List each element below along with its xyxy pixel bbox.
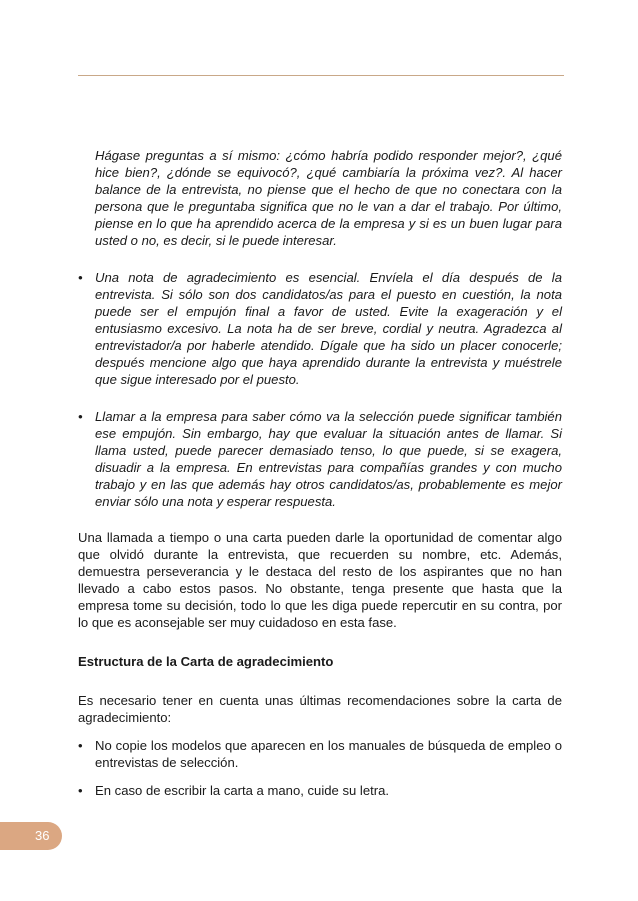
section-intro: Es necesario tener en cuenta unas últimas recomendaciones sobre la carta de agradecimiento:: [78, 693, 562, 725]
list-item-text: Una nota de agradecimiento es esencial. Envíela el día después de la entrevista. Si sólo son dos candidatos/as para el puesto en cuestión, la nota puede ser el empujón final a favor de usted. Evite la exageración y el entusiasmo excesivo. La nota ha de ser breve, cordial y neutra. Agradezca al entrevistador/a por haberle atendido. Dígale que ha sido un placer conocerle; después mencione algo que haya aprendido durante la entrevista y muéstrele que sigue interesado por el puesto.: [95, 270, 562, 387]
reflection-paragraph: Hágase preguntas a sí mismo: ¿cómo habría podido responder mejor?, ¿qué hice bien?, ¿dónde se equivocó?, ¿qué cambiaría la próxima vez?. Al hacer balance de la entrevista, no piense que el hecho de que no conectara con la persona que le preguntaba significa que no le van a dar el trabajo. Por último, piense en lo que ha aprendido acerca de la empresa y si es un buen lugar para usted o no, es decir, si le puede interesar.: [95, 148, 562, 248]
bullet-icon: •: [78, 783, 83, 798]
list-item-text: No copie los modelos que aparecen en los manuales de búsqueda de empleo o entrevistas de selección.: [95, 738, 562, 770]
header-divider: [78, 75, 564, 76]
page-number: 36: [35, 828, 50, 843]
list-item: [78, 269, 562, 388]
page-body: [78, 147, 562, 799]
list-item: [78, 782, 562, 799]
bullet-icon: •: [78, 270, 83, 285]
page-number-tab: [0, 822, 62, 850]
bullet-icon: •: [78, 409, 83, 424]
bullet-icon: •: [78, 738, 83, 753]
list-item-text: Llamar a la empresa para saber cómo va la selección puede significar también ese empujón. Sin embargo, hay que evaluar la situación antes de llamar. Si llama usted, puede parecer demasiado tenso, lo que puede, si se exagera, disuadir a la empresa. En entrevistas para compañías grandes y con mucho trabajo y en las que además hay otros candidatos/as, probablemente es mejor enviar sólo una nota y esperar respuesta.: [95, 409, 562, 509]
list-item: [78, 408, 562, 510]
list-item: [78, 737, 562, 771]
list-item-text: En caso de escribir la carta a mano, cuide su letra.: [95, 783, 390, 798]
followup-paragraph: Una llamada a tiempo o una carta pueden darle la oportunidad de comentar algo que olvidó durante la entrevista, que recuerden su nombre, etc. Además, demuestra perseverancia y le destaca del resto de los aspirantes que no han llevado a cabo estos pasos. No obstante, tenga presente que hasta que la empresa tome su decisión, todo lo que les diga puede repercutir en su contra, por lo que es aconsejable ser muy cuidadoso en esta fase.: [78, 530, 562, 630]
section-heading: Estructura de la Carta de agradecimiento: [78, 654, 334, 669]
